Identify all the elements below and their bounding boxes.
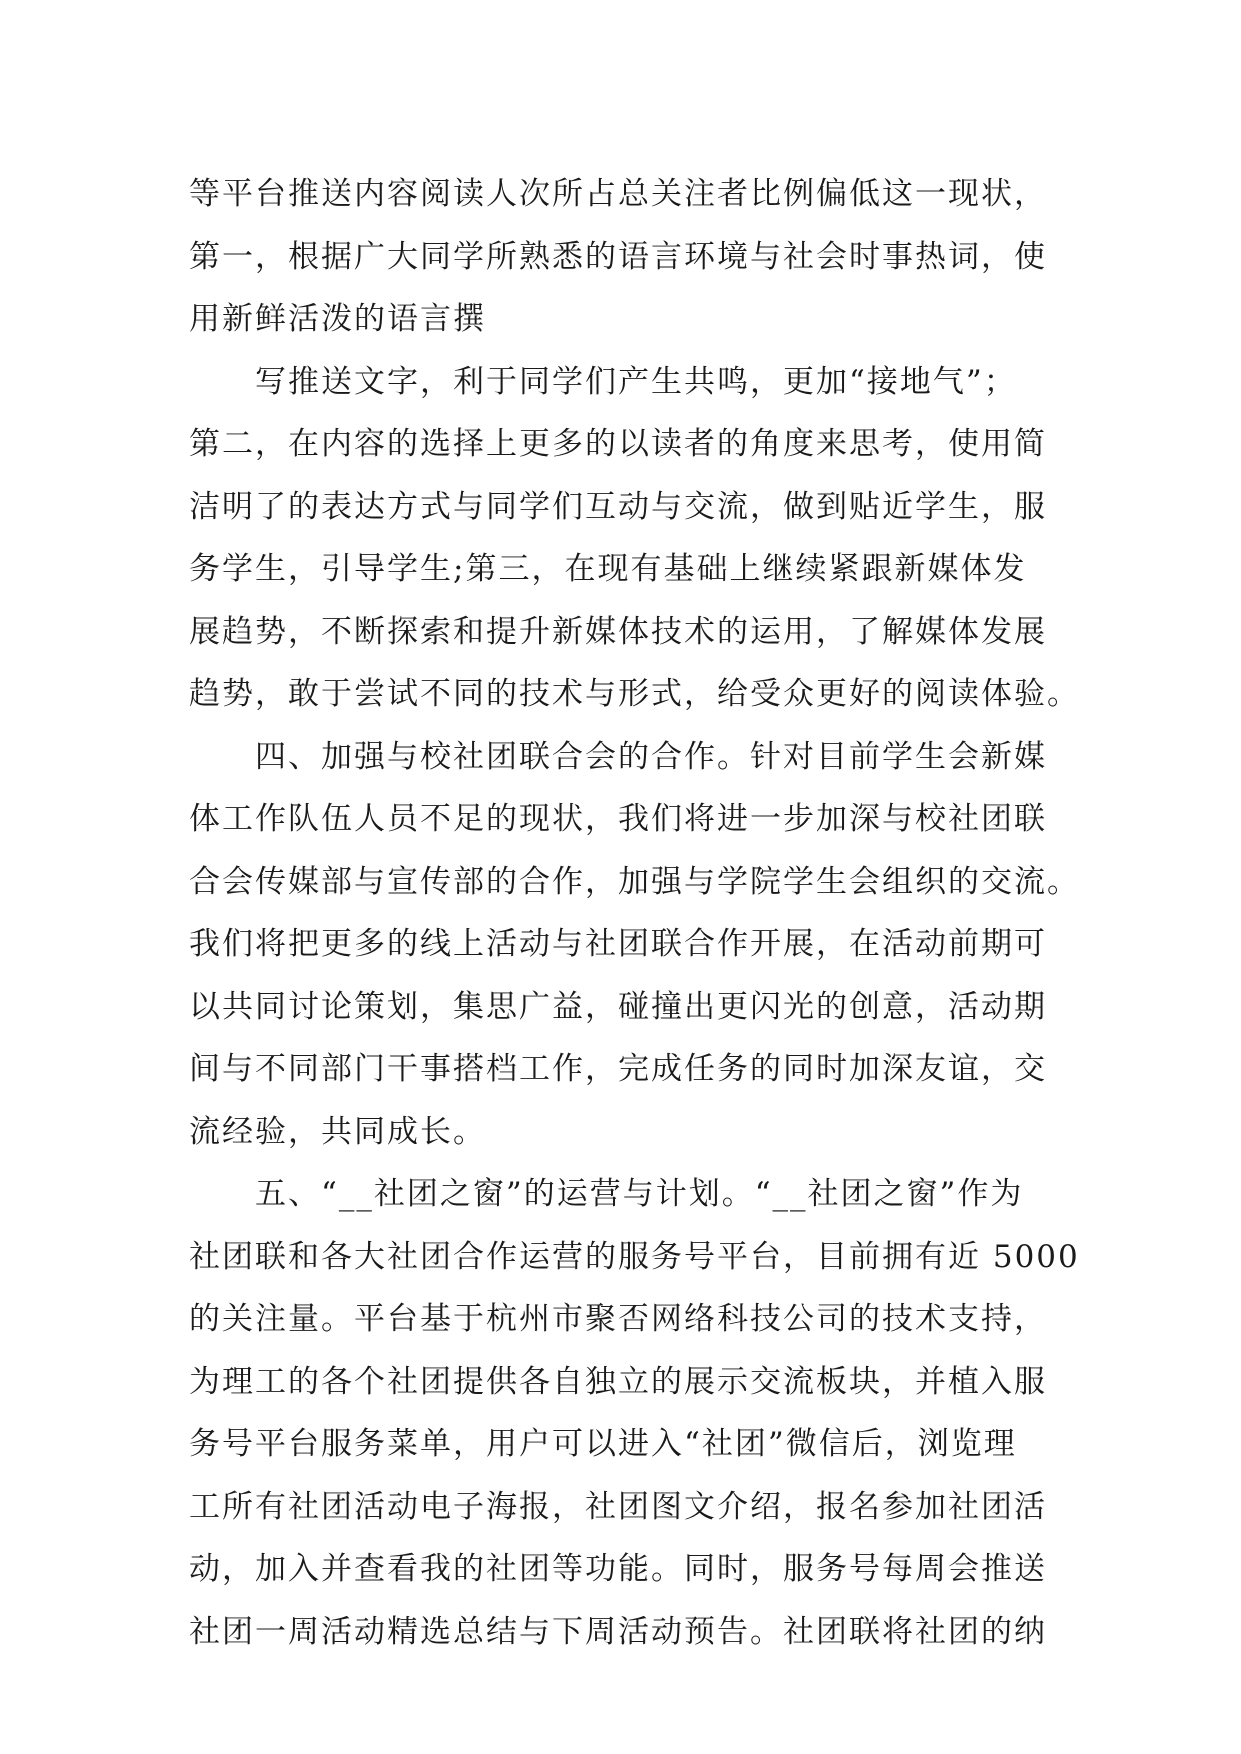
paragraph-1 bbox=[189, 163, 1059, 351]
text-line: 第二，在内容的选择上更多的以读者的角度来思考，使用简 bbox=[189, 426, 1047, 462]
text-line: 流经验，共同成长。 bbox=[189, 1113, 486, 1150]
text-line: 展趋势，不断探索和提升新媒体技术的运用，了解媒体发展 bbox=[189, 613, 1047, 650]
text-line: 社团联和各大社团合作运营的服务号平台，目前拥有近 5000 bbox=[189, 1238, 1080, 1275]
text-line: 间与不同部门干事搭档工作，完成任务的同时加深友谊，交 bbox=[189, 1051, 1047, 1087]
text-line: 第一，根据广大同学所熟悉的语言环境与社会时事热词，使 bbox=[189, 238, 1047, 275]
text-line: 的关注量。平台基于杭州市聚否网络科技公司的技术支持， bbox=[189, 1301, 1047, 1337]
text-line: 趋势，敢于尝试不同的技术与形式，给受众更好的阅读体验。 bbox=[189, 676, 1080, 712]
text-line: 社团一周活动精选总结与下周活动预告。社团联将社团的纳 bbox=[189, 1613, 1047, 1650]
text-line: 务号平台服务菜单，用户可以进入“社团”微信后，浏览理 bbox=[189, 1426, 1017, 1462]
text-line: 工所有社团活动电子海报，社团图文介绍，报名参加社团活 bbox=[189, 1488, 1047, 1525]
text-line: 为理工的各个社团提供各自独立的展示交流板块，并植入服 bbox=[189, 1363, 1047, 1400]
text-line: 以共同讨论策划，集思广益，碰撞出更闪光的创意，活动期 bbox=[189, 988, 1047, 1025]
text-line: 务学生，引导学生;第三，在现有基础上继续紧跟新媒体发 bbox=[189, 551, 1027, 587]
text-line: 用新鲜活泼的语言撰 bbox=[189, 301, 486, 337]
text-line: 动，加入并查看我的社团等功能。同时，服务号每周会推送 bbox=[189, 1551, 1047, 1587]
text-line: 体工作队伍人员不足的现状，我们将进一步加深与校社团联 bbox=[189, 801, 1047, 837]
paragraph-4 bbox=[189, 1163, 1080, 1663]
text-line: 写推送文字，利于同学们产生共鸣，更加“接地气”； bbox=[255, 363, 1017, 400]
paragraph-3 bbox=[189, 726, 1080, 1164]
text-line: 等平台推送内容阅读人次所占总关注者比例偏低这一现状， bbox=[189, 176, 1047, 212]
document-body bbox=[189, 163, 1080, 1663]
paragraph-2 bbox=[189, 351, 1080, 726]
text-line: 五、“__社团之窗”的运营与计划。“__社团之窗”作为 bbox=[255, 1176, 1024, 1212]
text-line: 洁明了的表达方式与同学们互动与交流，做到贴近学生，服 bbox=[189, 488, 1047, 525]
text-line: 四、加强与校社团联合会的合作。针对目前学生会新媒 bbox=[255, 738, 1047, 775]
text-line: 我们将把更多的线上活动与社团联合作开展，在活动前期可 bbox=[189, 926, 1047, 962]
text-line: 合会传媒部与宣传部的合作，加强与学院学生会组织的交流。 bbox=[189, 863, 1080, 900]
